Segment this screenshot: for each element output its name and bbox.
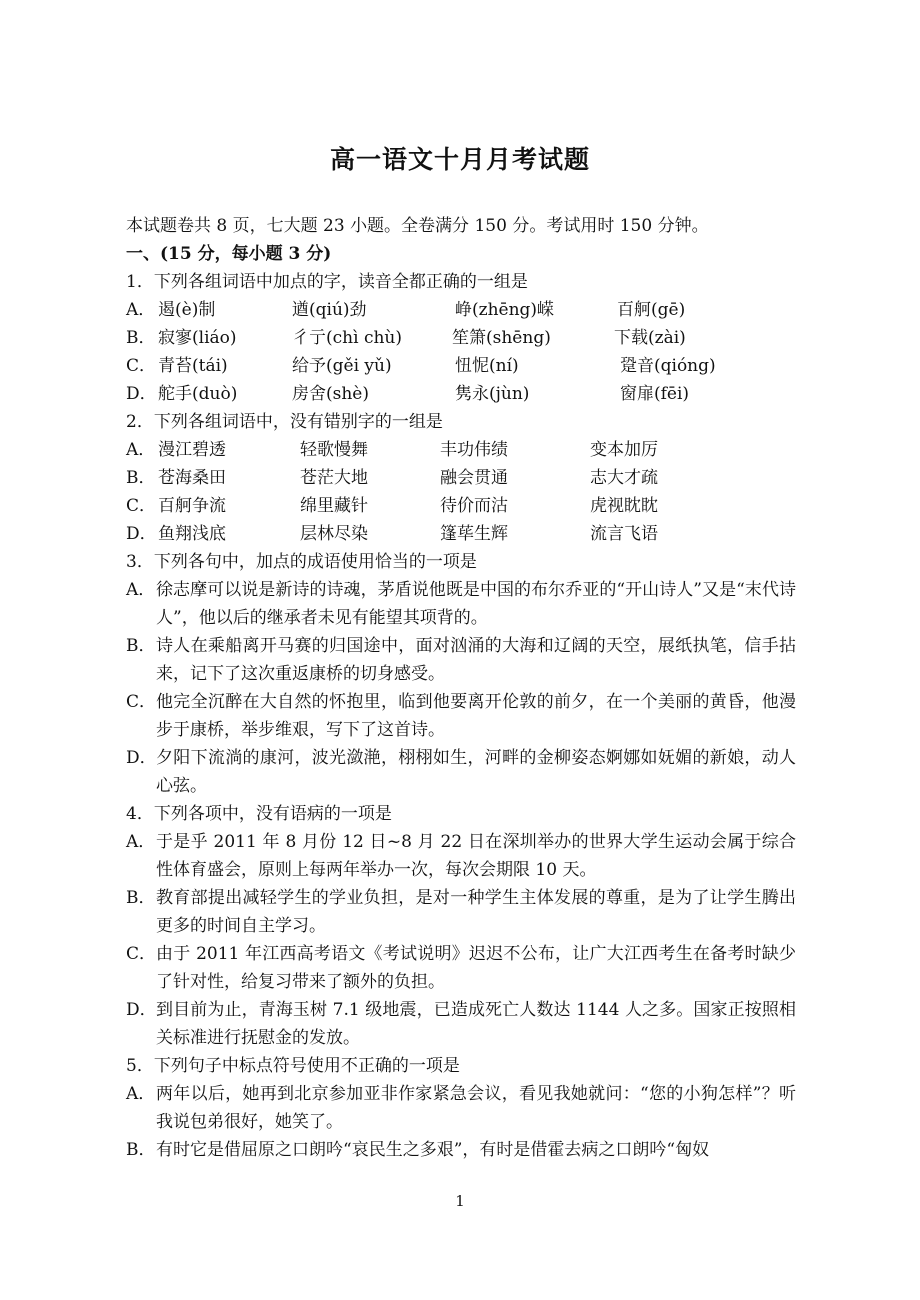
option-text: 有时它是借屈原之口朗吟“哀民生之多艰”，有时是借霍去病之口朗吟“匈奴 xyxy=(156,1140,710,1160)
q1-a-item-2: 遒(qiú)劲 xyxy=(292,300,367,320)
option-text: 到目前为止，青海玉树 7.1 级地震，已造成死亡人数达 1144 人之多。国家正按照相关标准进行抚慰金的发放。 xyxy=(156,1000,796,1048)
q1-c-item-2: 给予(gěi yǔ) xyxy=(292,356,392,376)
option-label: D． xyxy=(126,524,157,544)
question-5-stem: 5．下列句子中标点符号使用不正确的一项是 xyxy=(126,1056,460,1076)
q1-b-item-1: 寂寥(liáo) xyxy=(158,328,237,348)
option-label: B． xyxy=(126,636,156,656)
q1-c-item-3: 忸怩(ní) xyxy=(455,356,519,376)
q2-a-item-1: 漫江碧透 xyxy=(158,440,226,460)
q3-option-b xyxy=(126,632,796,688)
option-text: 教育部提出减轻学生的学业负担，是对一种学生主体发展的尊重，是为了让学生腾出更多的时间自主学习。 xyxy=(156,888,796,936)
q2-a-item-2: 轻歌慢舞 xyxy=(300,440,368,460)
q2-b-item-4: 志大才疏 xyxy=(590,468,658,488)
option-text: 夕阳下流淌的康河，波光潋滟，栩栩如生，河畔的金柳姿态婀娜如妩媚的新娘，动人心弦。 xyxy=(156,748,796,796)
q1-d-item-1: 舵手(duò) xyxy=(158,384,238,404)
q2-option-d xyxy=(126,520,158,548)
q2-option-c xyxy=(126,492,158,520)
option-label: C． xyxy=(126,356,157,376)
option-text: 于是乎 2011 年 8 月份 12 日~8 月 22 日在深圳举办的世界大学生运动会属于综合性体育盛会，原则上每两年举办一次，每次会期限 10 天。 xyxy=(156,832,796,880)
q1-d-item-4: 窗扉(fēi) xyxy=(620,384,690,404)
option-label: C． xyxy=(126,692,157,712)
q2-c-item-1: 百舸争流 xyxy=(158,496,226,516)
q2-d-item-2: 层林尽染 xyxy=(300,524,368,544)
option-label: C． xyxy=(126,496,157,516)
q5-option-a xyxy=(126,1080,796,1136)
q1-option-a xyxy=(126,296,158,324)
section-heading: 一、(15 分，每小题 3 分) xyxy=(126,244,332,264)
q1-a-item-1: 遏(è)制 xyxy=(158,300,216,320)
option-label: A． xyxy=(126,300,156,320)
q2-d-item-1: 鱼翔浅底 xyxy=(158,524,226,544)
q2-b-item-3: 融会贯通 xyxy=(440,468,508,488)
q2-b-item-1: 苍海桑田 xyxy=(158,468,226,488)
q2-d-item-4: 流言飞语 xyxy=(590,524,658,544)
q1-b-item-4: 下载(zài) xyxy=(614,328,686,348)
q1-option-b xyxy=(126,324,158,352)
option-text: 诗人在乘船离开马赛的归国途中，面对汹涌的大海和辽阔的天空，展纸执笔，信手拈来，记下了这次重返康桥的切身感受。 xyxy=(156,636,796,684)
option-label: C． xyxy=(126,944,157,964)
option-label: A． xyxy=(126,1084,156,1104)
q4-option-d xyxy=(126,996,796,1052)
q1-b-item-2: 彳亍(chì chù) xyxy=(292,328,402,348)
q1-d-item-3: 隽永(jùn) xyxy=(455,384,530,404)
option-label: B． xyxy=(126,888,156,908)
q3-option-c xyxy=(126,688,796,744)
q4-option-b xyxy=(126,884,796,940)
option-label: A． xyxy=(126,580,156,600)
q3-option-d xyxy=(126,744,796,800)
q2-c-item-4: 虎视眈眈 xyxy=(590,496,658,516)
q4-option-c xyxy=(126,940,796,996)
q3-option-a xyxy=(126,576,796,632)
q1-option-d xyxy=(126,380,158,408)
q1-a-item-4: 百舸(gē) xyxy=(617,300,686,320)
q1-option-c xyxy=(126,352,158,380)
option-text: 徐志摩可以说是新诗的诗魂，茅盾说他既是中国的布尔乔亚的“开山诗人”又是“末代诗人”，他以后的继承者未见有能望其项背的。 xyxy=(156,580,796,628)
page-title: 高一语文十月月考试题 xyxy=(329,145,590,174)
q2-option-b xyxy=(126,464,158,492)
question-3-stem: 3．下列各句中，加点的成语使用恰当的一项是 xyxy=(126,552,477,572)
q2-d-item-3: 篷荜生辉 xyxy=(440,524,508,544)
q4-option-a xyxy=(126,828,796,884)
option-text: 由于 2011 年江西高考语文《考试说明》迟迟不公布，让广大江西考生在备考时缺少了针对性，给复习带来了额外的负担。 xyxy=(156,944,796,992)
question-2-stem: 2．下列各组词语中，没有错别字的一组是 xyxy=(126,412,443,432)
option-label: D． xyxy=(126,748,157,768)
option-label: D． xyxy=(126,1000,157,1020)
option-label: B． xyxy=(126,1140,156,1160)
page-number: 1 xyxy=(455,1192,465,1210)
q1-c-item-1: 青苔(tái) xyxy=(158,356,228,376)
q2-a-item-4: 变本加厉 xyxy=(590,440,658,460)
q2-b-item-2: 苍茫大地 xyxy=(300,468,368,488)
q1-c-item-4: 跫音(qióng) xyxy=(620,356,716,376)
option-label: B． xyxy=(126,468,156,488)
q5-option-b xyxy=(126,1136,796,1164)
q1-a-item-3: 峥(zhēng)嵘 xyxy=(455,300,555,320)
q2-option-a xyxy=(126,436,158,464)
intro-text: 本试题卷共 8 页，七大题 23 小题。全卷满分 150 分。考试用时 150 分钟。 xyxy=(126,216,709,236)
question-4-stem: 4．下列各项中，没有语病的一项是 xyxy=(126,804,392,824)
q1-d-item-2: 房舍(shè) xyxy=(292,384,369,404)
q2-a-item-3: 丰功伟绩 xyxy=(440,440,508,460)
option-label: D． xyxy=(126,384,157,404)
option-text: 他完全沉醉在大自然的怀抱里，临到他要离开伦敦的前夕，在一个美丽的黄昏，他漫步于康桥，举步维艰，写下了这首诗。 xyxy=(156,692,796,740)
option-label: B． xyxy=(126,328,156,348)
question-1-stem: 1．下列各组词语中加点的字，读音全都正确的一组是 xyxy=(126,272,528,292)
q1-b-item-3: 笙箫(shēng) xyxy=(452,328,551,348)
option-text: 两年以后，她再到北京参加亚非作家紧急会议，看见我她就问：“您的小狗怎样”？听我说包弟很好，她笑了。 xyxy=(156,1084,796,1132)
option-label: A． xyxy=(126,832,156,852)
q2-c-item-2: 绵里藏针 xyxy=(300,496,368,516)
option-label: A． xyxy=(126,440,156,460)
q2-c-item-3: 待价而沽 xyxy=(440,496,508,516)
